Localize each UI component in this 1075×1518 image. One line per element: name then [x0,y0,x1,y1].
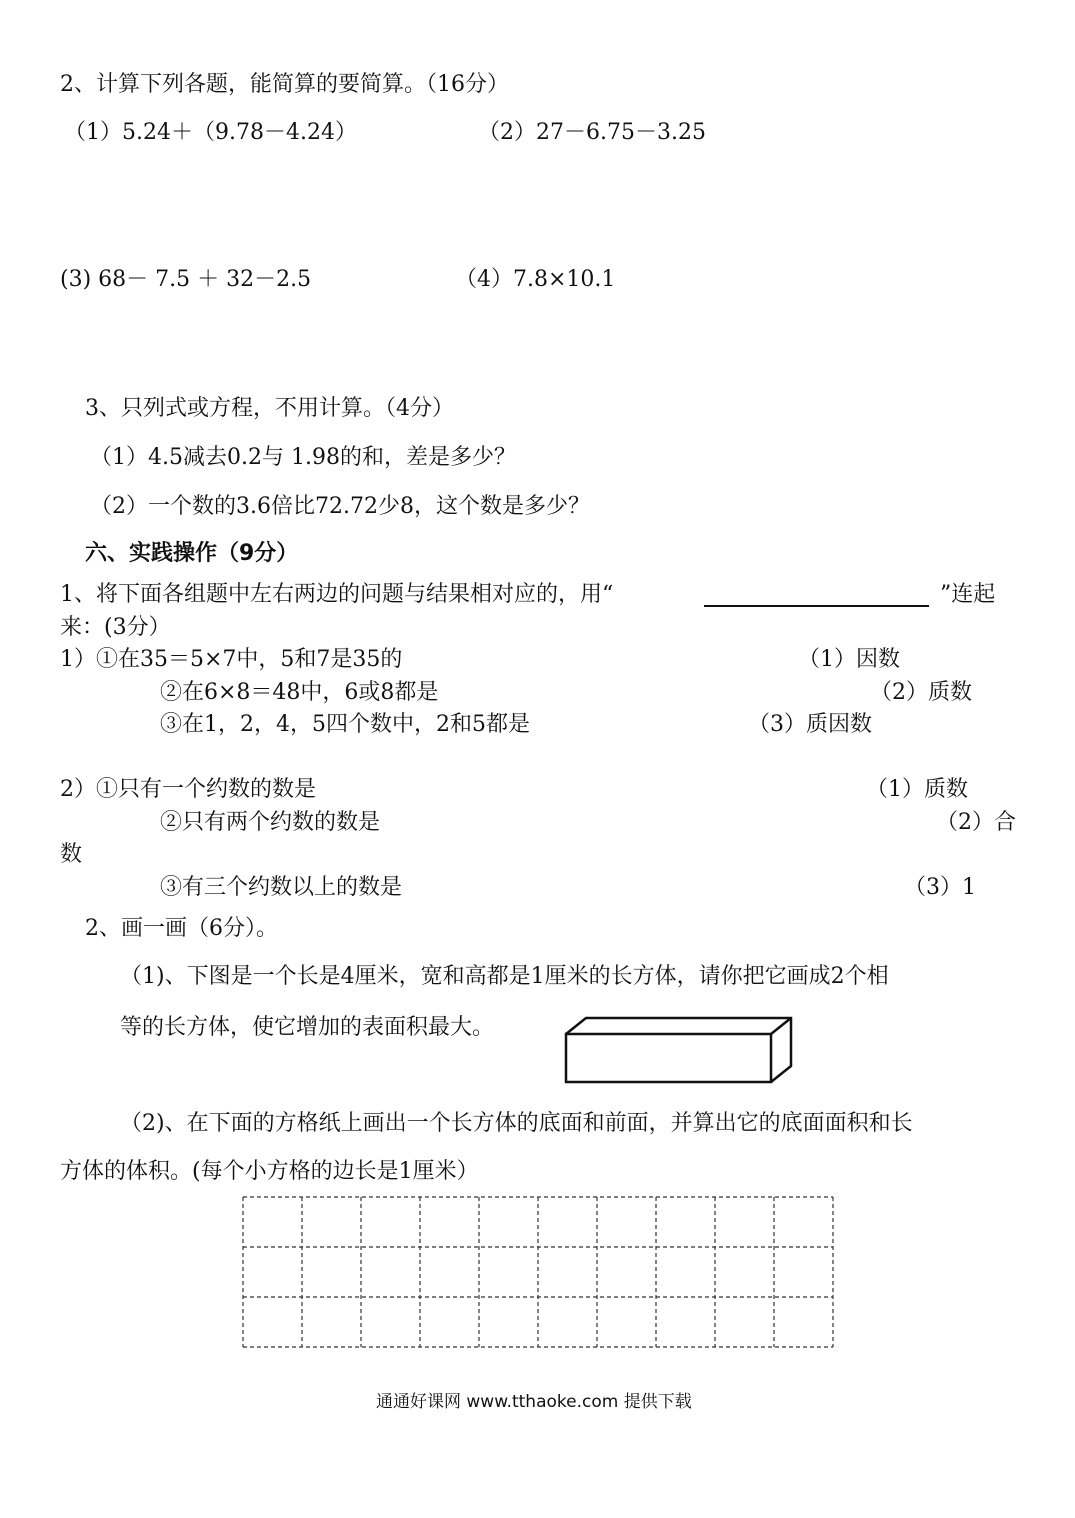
q2-problem-4: （4）7.8×10.1 [455,267,616,292]
draw-part1-line1: （1)、下图是一个长是4厘米，宽和高都是1厘米的长方体，请你把它画成2个相 [120,964,889,989]
matching-instruction-b: ”连起 [940,582,996,607]
q3-problem-1: （1）4.5减去0.2与 1.98的和，差是多少？ [90,445,516,470]
q2-problem-2: （2）27－6.75－3.25 [478,120,706,145]
group2-left-1: 2）①只有一个约数的数是 [60,777,316,802]
group1-left-1: 1）①在35＝5×7中，5和7是35的 [60,647,403,672]
group2-right-1: （1）质数 [866,777,968,802]
group1-right-3: （3）质因数 [748,712,872,737]
group2-right-2: （2）合 [936,810,1016,835]
group1-left-2: ②在6×8＝48中，6或8都是 [160,680,439,705]
group1-right-1: （1）因数 [798,647,900,672]
group1-left-3: ③在1，2，4，5四个数中，2和5都是 [160,712,530,737]
q2-problem-1: （1）5.24＋（9.78－4.24） [64,120,357,145]
q2-problem-3: (3) 68－ 7.5 ＋ 32－2.5 [60,267,312,292]
matching-line-blank [704,605,929,607]
draw-part1-line2: 等的长方体，使它增加的表面积最大。 [120,1015,495,1040]
q3-title: 3、只列式或方程，不用计算。（4分） [85,396,454,421]
group2-left-2-wrap: 数 [60,842,83,867]
draw-part2-line1: （2)、在下面的方格纸上画出一个长方体的底面和前面，并算出它的底面面积和长 [120,1111,913,1136]
group2-right-3: （3）1 [904,875,976,900]
footer-text: 通通好课网 www.tthaoke.com 提供下载 [376,1392,692,1412]
matching-instruction-a: 1、将下面各组题中左右两边的问题与结果相对应的，用“ [60,582,614,607]
draw-part2-line2: 方体的体积。(每个小方格的边长是1厘米） [60,1159,479,1184]
matching-instruction-line2: 来：(3分） [60,615,171,640]
group2-left-3: ③有三个约数以上的数是 [160,875,403,900]
grid-paper [242,1196,834,1348]
draw-title: 2、画一画（6分）。 [85,916,278,941]
cuboid-drawing [560,1012,796,1088]
section6-title: 六、实践操作（9分） [85,541,299,566]
q2-title: 2、计算下列各题，能简算的要简算。（16分） [60,72,509,97]
q3-problem-2: （2）一个数的3.6倍比72.72少8，这个数是多少？ [90,494,590,519]
group2-left-2: ②只有两个约数的数是 [160,810,381,835]
group1-right-2: （2）质数 [870,680,972,705]
